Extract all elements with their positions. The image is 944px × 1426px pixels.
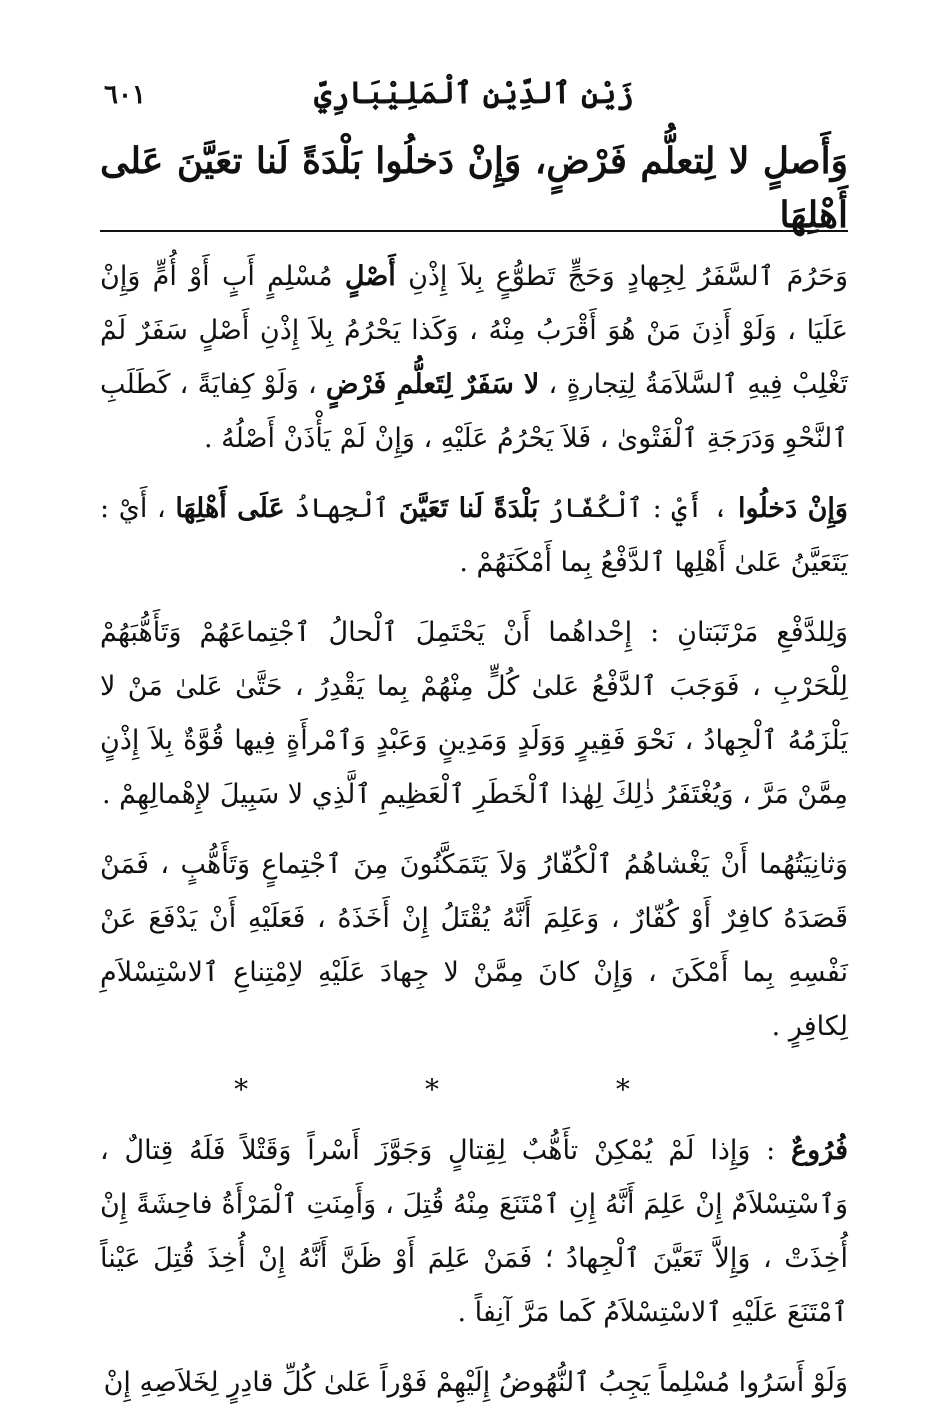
paragraph: وَثانِيَتُهُما أَنْ يَغْشاهُمُ ٱلْكُفّارُ وَلاَ يَتَمَكَّنُونَ مِنَ ٱجْتِماعٍ وَتَأَهُّبٍ ، فَمَنْ قَصَدَهُ كافِرٌ أَوْ كُفّارٌ ، وَعَلِمَ أَنَّهُ يُقْتَلُ إِنْ أَخَذَهُ ، فَعَلَيْهِ أَنْ يَدْفَعَ عَنْ نَفْسِهِ بِما أَمْكَنَ ، وَإِنْ كانَ مِمَّنْ لا جِهادَ عَلَيْهِ لاِمْتِناعِ ٱلاسْتِسْلاَمِ لِكافِرٍ . [100,849,848,1042]
running-title: زَيْنِ ٱلدِّيْنِ ٱلْمَلِيْبَارِيِّ [314,76,634,111]
text-span: ، وَلَوْ كِفايَةً ، كَطَلَبِ ٱلنَّحْوِ وَدَرَجَةِ ٱلْفَتْوىٰ ، فَلاَ يَحْرُمُ عَلَيْهِ ، وَإِنْ لَمْ يَأْذَنْ أَصْلُهُ . [100,369,848,454]
text-span: ، أَيْ : ٱلْكُفّارُ [538,493,739,524]
bold-term: بَلْدَةً لَنا تَعَيَّنَ [398,493,539,524]
paragraph: وَلَوْ أَسَرُوا مُسْلِماً يَجِبُ ٱلنُّهُوضُ إِلَيْهِمْ فَوْراً عَلىٰ كُلِّ قادِرٍ لِخَلاَصِهِ إِنْ [103,1367,848,1398]
text-span: : وَإِذا لَمْ يُمْكِنْ تأَهُّبٌ لِقِتالٍ وَجَوَّزَ أَسْراً وَقَتْلاً فَلَهُ قِتالٌ ، وَٱسْتِسْلاَمٌ إِنْ عَلِمَ أَنَّهُ إِنِ ٱمْتَنَعَ مِنْهُ قُتِلَ ، وَأَمِنَتِ ٱلْمَرْأَةُ فاحِشَةً إِنْ أُخِذَتْ ، وَإِلاَّ تَعَيَّنَ ٱلْجِهادُ ؛ فَمَنْ عَلِمَ أَوْ ظَنَّ أَنَّهُ إِنْ أُخِذَ قُتِلَ عَيْناً ٱمْتَنَعَ عَلَيْهِ ٱلاسْتِسْلاَمُ كَما مَرَّ آنِفاً . [100,1135,848,1328]
commentary-body [100,250,848,1426]
paragraph [100,250,848,466]
text-span: وَحَرُمَ ٱلسَّفَرُ لِجِهادٍ وَحَجٍّ تَطوُّعٍ بِلاَ إِذْنِ [395,261,848,292]
bold-term: عَلَى أَهْلِهَا [175,493,285,524]
bold-term: وَإِنْ دَخلُوا [738,493,848,524]
paragraph [100,1124,848,1340]
verse-line: وَأَصلٍ لا لِتعلُّم فَرْضٍ، وَإِنْ دَخلُوا بَلْدَةً لَنا تعَيَّنَ عَلى أَهْلِهَا [100,140,848,236]
section-separator: * * * [234,1073,714,1106]
page-number: ٦٠١ [104,80,146,110]
bold-term: فُرُوعٌ [791,1135,848,1166]
text-span: مُسْلِمٍ أَبٍ أَوْ أُمٍّ وَإِنْ عَلَيَا ، وَلَوْ أَذِنَ مَنْ هُوَ أَقْرَبُ مِنْهُ ، وَكَذا يَحْرُمُ بِلاَ إِذْنِ أَصْلٍ سَفَرٌ لَمْ تَغْلِبْ فِيهِ ٱلسَّلاَمَةُ لِتِجارةٍ ، [100,261,848,400]
paragraph: وَلِلدَّفْعِ مَرْتَبَتانِ : إِحْداهُما أَنْ يَحْتَمِلَ ٱلْحالُ ٱجْتِماعَهُمْ وَتَأَهُّبَهُمْ لِلْحَرْبِ ، فَوَجَبَ ٱلدَّفْعُ عَلىٰ كُلٍّ مِنْهُمْ بِما يَقْدِرُ ، حَتَّىٰ عَلىٰ مَنْ لا يَلْزَمُهُ ٱلْجِهادُ ، نَحْوَ فَقِيرٍ وَوَلَدٍ وَمَدِينٍ وَعَبْدٍ وَٱمْرأَةٍ فِيها قُوَّةٌ بِلاَ إِذْنٍ مِمَّنْ مَرَّ ، وَيُغْتَفَرُ ذٰلِكَ لِهٰذا ٱلْخَطَرِ ٱلْعَظِيمِ ٱلَّذِي لا سَبِيلَ لإِهْمالِهِمْ . [100,617,848,810]
bold-term: أَصْلٍ [344,261,396,292]
bold-term: لا سَفَرٌ لِتَعلُّمِ فَرْضٍ [325,369,540,400]
text-span: ، أَيْ : يَتَعَيَّنُ عَلىٰ أَهْلِها ٱلدَّفْعُ بِما أَمْكَنَهُمْ . [100,493,848,578]
header-divider [100,230,848,232]
text-span: ٱلْجِهادُ [284,493,399,524]
page-header [96,70,852,120]
paragraph [100,482,848,590]
